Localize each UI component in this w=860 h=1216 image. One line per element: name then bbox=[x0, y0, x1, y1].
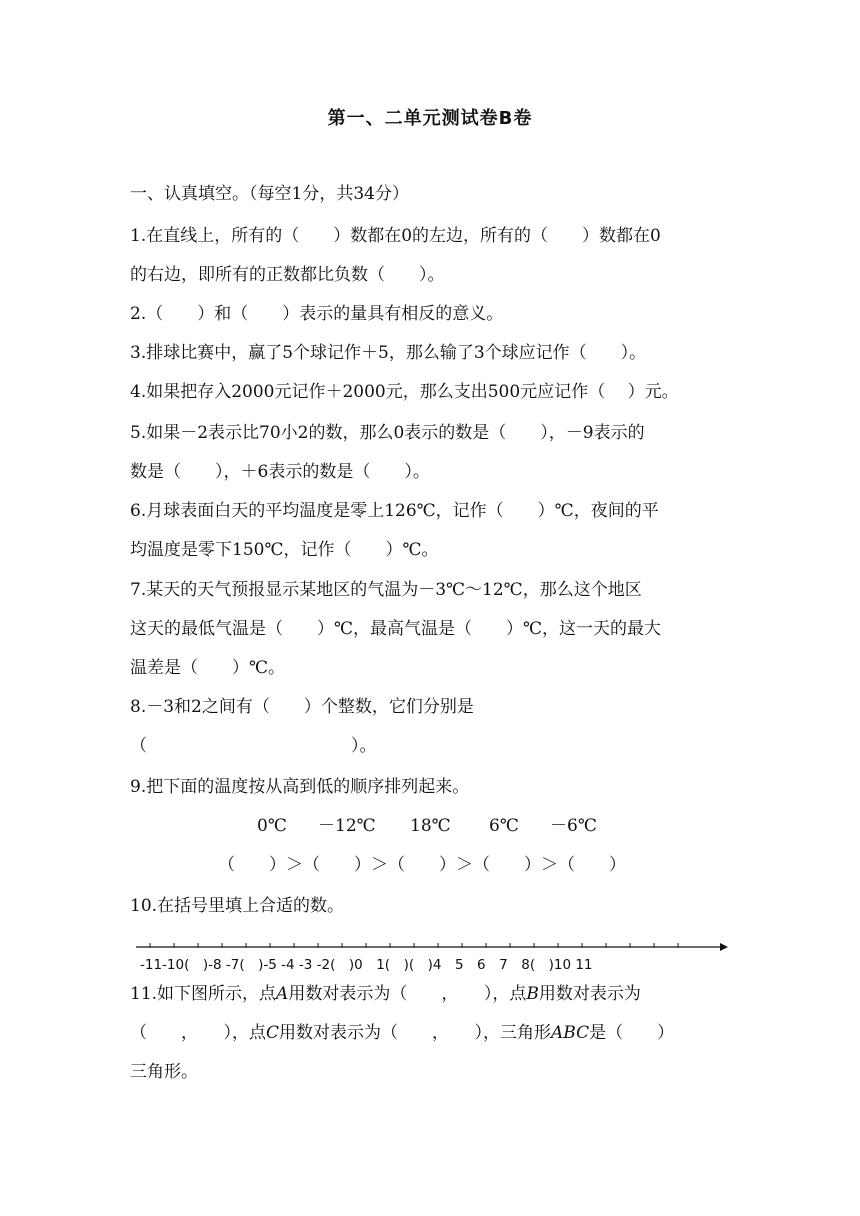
q11-text: 用数对表示为（ ， ），点 bbox=[288, 984, 527, 1004]
q11-text: 用数对表示为（ ， ），三角形 bbox=[279, 1023, 552, 1043]
question-4: 4.如果把存入2000元记作＋2000元，那么支出500元应记作（ ）元。 bbox=[130, 382, 679, 402]
triangle-abc-label: ABC bbox=[551, 1023, 590, 1043]
question-11-line-1 bbox=[130, 982, 641, 1006]
point-c-label: C bbox=[266, 1023, 280, 1043]
section-heading: 一、认真填空。（每空1分，共34分） bbox=[130, 184, 409, 204]
question-9: 9.把下面的温度按从高到低的顺序排列起来。 bbox=[130, 777, 470, 797]
temperature-item: －12℃ bbox=[318, 816, 376, 836]
temperature-order-blanks: （ ）＞（ ）＞（ ）＞（ ）＞（ ） bbox=[218, 855, 626, 875]
q11-text: 用数对表示为 bbox=[538, 984, 641, 1004]
question-6-line-2: 均温度是零下150℃，记作（ ）℃。 bbox=[130, 540, 439, 560]
q11-text: 11.如下图所示，点 bbox=[130, 984, 277, 1004]
q11-text: 是（ ） bbox=[589, 1023, 675, 1043]
point-b-label: B bbox=[526, 984, 539, 1004]
number-line bbox=[136, 934, 728, 976]
number-line-labels: -11-10( )-8 -7( )-5 -4 -3 -2( )0 1( )( )4 5 6 7 8( )10 11 bbox=[140, 957, 593, 973]
point-a-label: A bbox=[276, 984, 289, 1004]
question-6-line-1: 6.月球表面白天的平均温度是零上126℃，记作（ ）℃，夜间的平 bbox=[130, 501, 659, 521]
temperature-item: －6℃ bbox=[550, 816, 597, 836]
question-7-line-1: 7.某天的天气预报显示某地区的气温为－3℃～12℃，那么这个地区 bbox=[130, 580, 642, 600]
question-11-line-3: 三角形。 bbox=[130, 1062, 198, 1082]
question-7-line-3: 温差是（ ）℃。 bbox=[130, 658, 286, 678]
question-5-line-1: 5.如果－2表示比70小2的数，那么0表示的数是（ ），－9表示的 bbox=[130, 423, 645, 443]
question-11-line-2 bbox=[130, 1021, 674, 1045]
temperature-item: 6℃ bbox=[489, 816, 519, 836]
question-8-line-2: （ ）。 bbox=[130, 736, 377, 756]
question-1-line-1: 1.在直线上，所有的（ ）数都在0的左边，所有的（ ）数都在0 bbox=[130, 226, 661, 246]
temperature-item: 18℃ bbox=[410, 816, 451, 836]
question-8-line-1: 8.－3和2之间有（ ）个整数，它们分别是 bbox=[130, 697, 474, 717]
question-10: 10.在括号里填上合适的数。 bbox=[130, 896, 345, 916]
question-3: 3.排球比赛中，赢了5个球记作＋5，那么输了3个球应记作（ ）。 bbox=[130, 343, 647, 363]
question-5-line-2: 数是（ ），＋6表示的数是（ ）。 bbox=[130, 462, 430, 482]
question-1-line-2: 的右边，即所有的正数都比负数（ ）。 bbox=[130, 265, 445, 285]
question-7-line-2: 这天的最低气温是（ ）℃，最高气温是（ ）℃，这一天的最大 bbox=[130, 619, 662, 639]
page-title: 第一、二单元测试卷B卷 bbox=[327, 108, 533, 129]
temperature-item: 0℃ bbox=[257, 816, 287, 836]
question-2: 2.（ ）和（ ）表示的量具有相反的意义。 bbox=[130, 304, 504, 324]
q11-text: （ ， ），点 bbox=[130, 1023, 266, 1043]
arrow-right-icon bbox=[720, 943, 728, 951]
